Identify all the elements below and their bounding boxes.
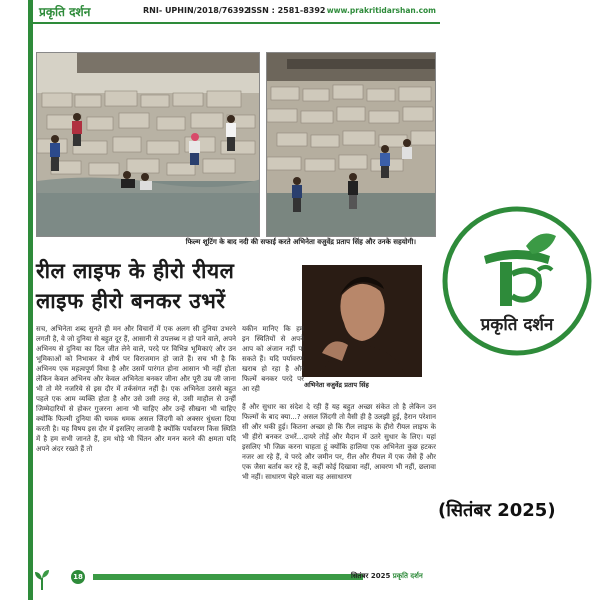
footer-issue <box>351 572 423 581</box>
header-issn: ISSN : 2581-8392 <box>248 6 326 15</box>
river-cleanup-photo-2 <box>266 52 436 237</box>
footer-bar <box>93 574 363 580</box>
article-headline <box>36 256 298 316</box>
footer-brand: प्रकृति दर्शन <box>392 572 423 580</box>
page-number: 18 <box>71 570 85 584</box>
page-header <box>33 0 440 24</box>
header-rni: RNI- UPHIN/2018/76392 <box>143 6 250 15</box>
page-footer <box>33 568 440 600</box>
article-column-right-top: यकीन मानिए कि हम इन स्थितियों से अपने आप को अंजान नहीं पा सकते हैं। यदि पर्यावरण खराब हो रहा है और फिल्में बनकर परदे पर आ रही <box>242 325 304 393</box>
article-column-left: सच, अभिनेता शब्द सुनते ही मन और विचारों में एक अलग सी दुनिया उभरने लगती है, वे जो दुनिया से बहुत दूर हैं, आसानी से उपलब्ध न हो पाने वाले, अपने अभिनय से दुनिया का दिल जीत लेने वाले, परदे पर विभिन्न भूमिकाएं और उन भूमिकाओं को निभाकर वे शीर्ष पर विराजमान हो जाते हैं। सच भी है कि अभिनय एक महत्वपूर्ण विधा है और उसमें पारंगत होना आसान भी नहीं होता लेकिन केवल अभिनय और केवल अभिनेता बनकर जीना और पूरी उम्र जी जाना भी तो मेरे नजरिये से इस दौर में तर्कसंगत नहीं है। एक अभिनेता उससे बहुत पहले एक आम व्यक्ति होता है और उसे उसी तरह से, उसी माहौल से उन्हीं जिम्मेदारियों से होकर गुजरना आना भी चाहिए और उन्हें सीखना भी चाहिए क्योंकि फिल्मी दुनिया की चमक धमक असल जिंदगी को अक्सर धुंधला दिया करती है। यह विषय इस दौर में इसलिए लाजमी है क्योंकि पर्यावरण किस स्थिति में है हम सभी जानते हैं, हम थोड़े भी चिंतन और मनन करने की क्षमता यदि अपने अंदर रखते हैं तो <box>36 325 236 453</box>
magazine-page <box>28 0 440 600</box>
page-edge-bar <box>28 0 33 600</box>
prakriti-darshan-logo <box>442 206 592 356</box>
actor-portrait <box>302 265 422 377</box>
portrait-caption: अभिनेता वजुवेंद्र प्रताप सिंह <box>304 381 369 389</box>
headline-line-1: रील लाइफ के हीरो रीयल <box>36 259 235 283</box>
headline-line-2: लाइफ हीरो बनकर उभरें <box>36 289 226 313</box>
river-cleanup-photo-1 <box>36 52 260 237</box>
header-brand: प्रकृति दर्शन <box>39 5 91 19</box>
header-website: www.prakritidarshan.com <box>326 6 436 15</box>
photo-caption: फिल्म शूटिंग के बाद नदी की सफाई करते अभिनेता वजुवेंद्र प्रताप सिंह और उनके सहयोगी। <box>185 238 416 246</box>
leaf-icon <box>33 568 51 592</box>
article-column-right: हैं और सुधार का संदेश दे रही हैं यह बहुत अच्छा संकेत तो है लेकिन उन फिल्मों के बाद क्या...? असल जिंदगी तो वैसी ही है उलझी हुई, हैरान परेशान सी और थकी हुई। कितना अच्छा हो कि रील लाइफ के हीरो रीयल लाइफ के भी हीरो बनकर उभरें...दायरे तोड़ें और मैदान में उतरे सुधार के लिए। यहां इसलिए भी जिक्र करना चाहता हूं क्योंकि हालिया एक अभिनेता कुछ हटकर नजर आ रहे हैं, वे परदे और जमीन पर, रील और रीयल में एक जैसे हैं और एक जैसा बर्ताव कर रहे हैं, कहीं कोई दिखावा नहीं, आवरण भी नहीं, छलावा भी नहीं। साधारण चेहरे वाला यह असाधारण <box>242 403 436 481</box>
footer-issue-date: सितंबर 2025 <box>351 572 391 580</box>
logo-text: प्रकृति दर्शन <box>480 315 554 335</box>
issue-label: (सितंबर 2025) <box>438 500 556 521</box>
